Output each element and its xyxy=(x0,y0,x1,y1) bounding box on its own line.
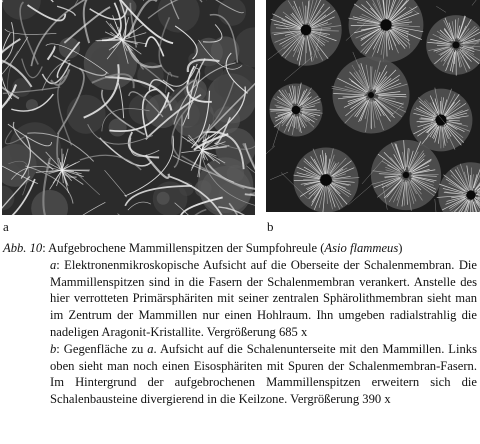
caption-heading xyxy=(3,240,477,257)
caption-part-b-text-post: . Aufsicht auf die Schalenunterseite mit den Mammillen. Links oben sieht man noch einen Eisosphäriten mit Spuren der Schalenmembran-Fasern. Im Hintergrund der aufgebrochenen Mammillenspitzen erweitern sich die Schalenbausteine divergierend in die Keilzone. Vergrößerung 390 x xyxy=(50,341,477,407)
panel-label-b: b xyxy=(267,219,274,234)
species-name: Asio flammeus xyxy=(324,241,399,255)
micrograph-a-image xyxy=(2,0,255,215)
caption-part-b xyxy=(50,341,477,408)
caption-part-b-ref: a xyxy=(147,341,154,356)
micrograph-b xyxy=(266,0,480,212)
panel-label-a: a xyxy=(3,219,9,234)
caption-body xyxy=(50,257,477,408)
caption-title-post: ) xyxy=(398,241,403,255)
micrograph-b-image xyxy=(266,0,480,212)
caption-part-b-key: b xyxy=(50,341,57,356)
caption-part-a xyxy=(50,257,477,341)
figure-caption xyxy=(3,240,477,408)
caption-part-b-text-pre: : Gegenfläche zu xyxy=(56,341,148,356)
caption-title-pre: Aufgebrochene Mammillenspitzen der Sumpfohreule ( xyxy=(48,241,325,255)
figure-label: Abb. 10 xyxy=(3,241,43,255)
caption-part-a-text: : Elektronenmikroskopische Aufsicht auf die Oberseite der Schalenmembran. Die Mammillenspitzen sind in die Fasern der Schalenmembran verankert. Anstelle des hier verrotteten Primärsphäriten mit seiner zentralen Sphärolithmembran sieht man im Zentrum der Mammillen nur einen Hohlraum. Ihn umgeben radialstrahlig die nadeligen Aragonit-Kristallite. Vergrößerung 685 x xyxy=(50,257,477,339)
caption-colon: : xyxy=(42,241,49,255)
micrograph-a xyxy=(2,0,255,215)
caption-part-a-key: a xyxy=(50,257,57,272)
